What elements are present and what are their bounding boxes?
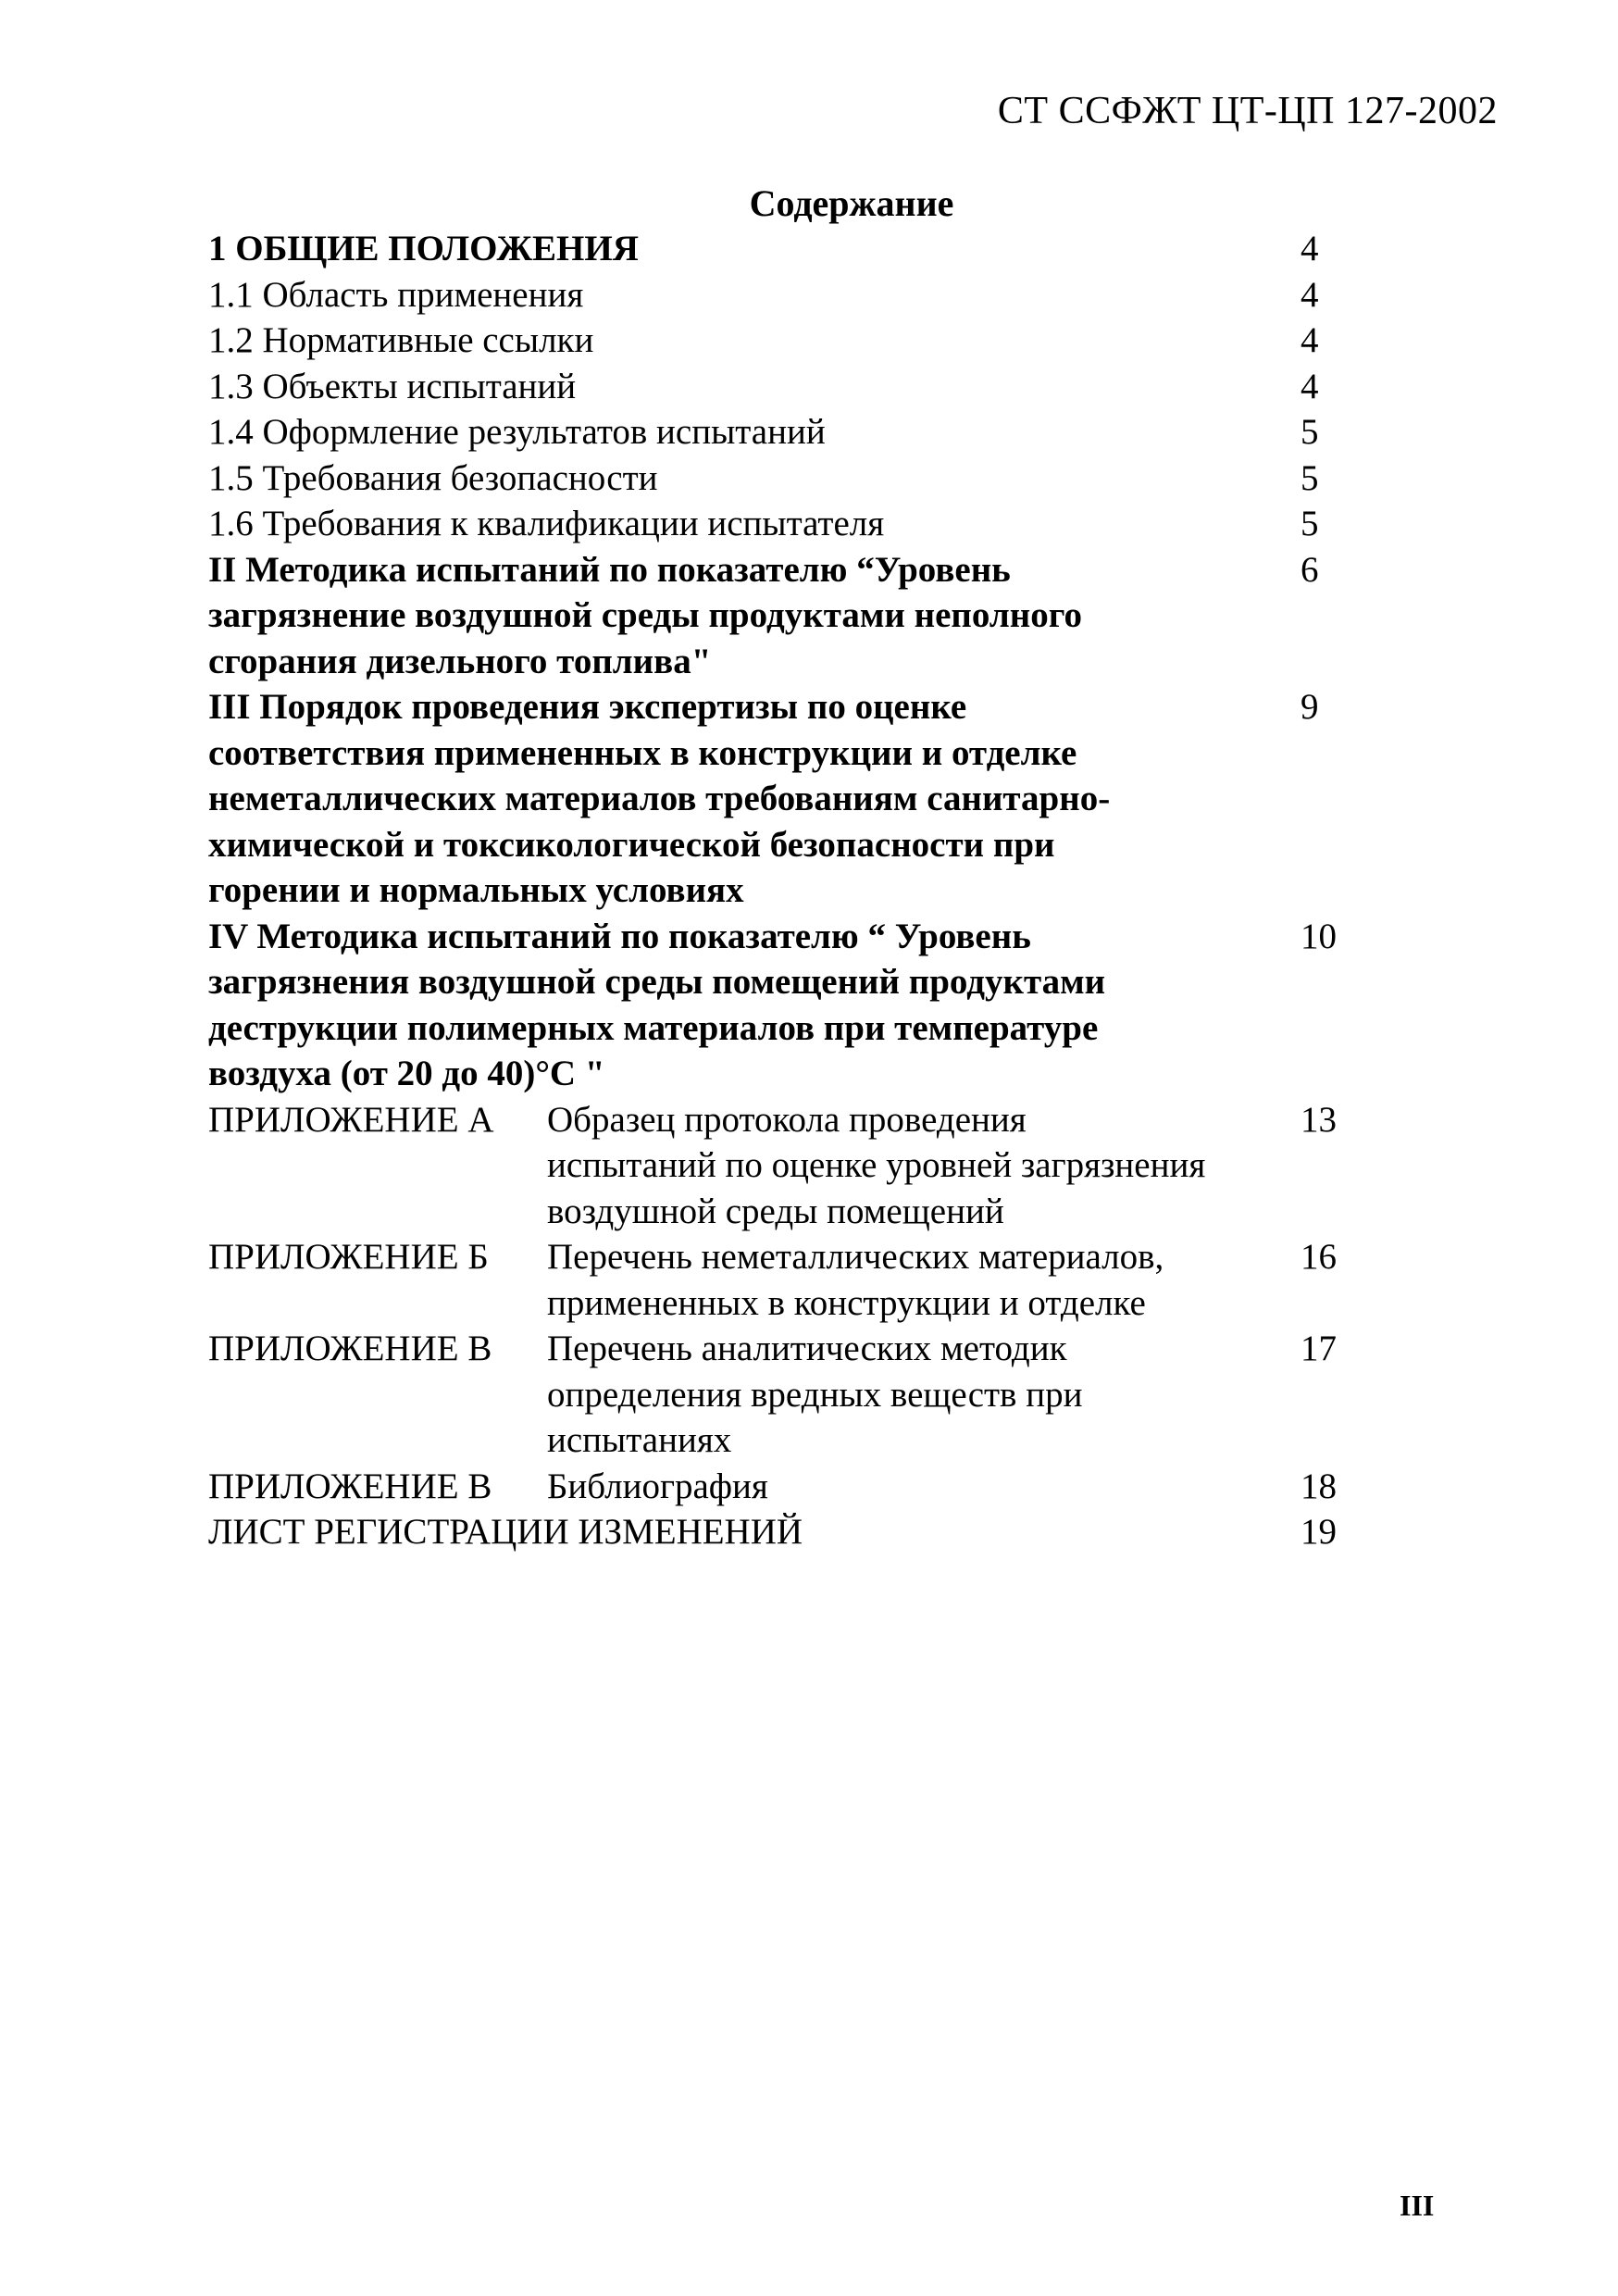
appendix-page: 16 xyxy=(1301,1237,1337,1277)
toc-entry-text: сгорания дизельного топлива" xyxy=(208,641,712,681)
toc-entry-text: 1.5 Требования безопасности xyxy=(208,457,658,498)
appendix-line xyxy=(208,1464,1338,1510)
toc-entry-page: 4 xyxy=(1301,229,1319,268)
appendix-line xyxy=(208,1326,1338,1372)
toc-entry-page: 10 xyxy=(1301,916,1337,956)
toc-entry-text: II Методика испытаний по показателю “Уровень xyxy=(208,549,1011,590)
appendix-line xyxy=(208,1417,1338,1464)
appendix-title: воздушной среды помещений xyxy=(547,1191,1004,1231)
toc-entry-line xyxy=(208,639,1338,685)
toc-entry-text: 1.1 Область применения xyxy=(208,274,584,315)
toc-entry-line xyxy=(208,501,1338,547)
toc-entry-line xyxy=(208,1051,1338,1097)
table-of-contents xyxy=(208,226,1338,1555)
appendix-page: 18 xyxy=(1301,1466,1337,1506)
appendix-line xyxy=(208,1280,1338,1327)
toc-entry-line xyxy=(208,684,1338,730)
toc-entry-line xyxy=(208,959,1338,1005)
toc-entry-text: 1.3 Объекты испытаний xyxy=(208,366,577,406)
toc-entry-page: 4 xyxy=(1301,320,1319,360)
document-code: СТ ССФЖТ ЦТ-ЦП 127-2002 xyxy=(997,90,1498,132)
toc-entry-text: воздуха (от 20 до 40)°С " xyxy=(208,1054,605,1093)
toc-entry-line xyxy=(208,593,1338,639)
toc-entry-text: неметаллических материалов требованиям санитарно- xyxy=(208,779,1111,818)
toc-entry-text: 1.6 Требования к квалификации испытателя xyxy=(208,504,885,543)
appendix-page: 13 xyxy=(1301,1099,1337,1140)
toc-entry-text: горении и нормальных условиях xyxy=(208,870,744,910)
appendix-title: испытаниях xyxy=(547,1420,732,1460)
toc-entry-line xyxy=(208,776,1338,822)
appendix-label: ПРИЛОЖЕНИЕ В xyxy=(208,1466,492,1506)
toc-entry-line xyxy=(208,547,1338,593)
toc-entry-line xyxy=(208,455,1338,502)
toc-entry-line xyxy=(208,1005,1338,1052)
appendix-title: Перечень аналитических методик xyxy=(547,1329,1067,1368)
toc-entry-text: III Порядок проведения экспертизы по оценке xyxy=(208,687,967,727)
toc-entry-text: 1.4 Оформление результатов испытаний xyxy=(208,412,826,452)
appendix-line xyxy=(208,1189,1338,1235)
appendix-line xyxy=(208,1097,1338,1143)
toc-entry-text: деструкции полимерных материалов при температуре xyxy=(208,1007,1099,1048)
appendix-title: Образец протокола проведения xyxy=(547,1099,1027,1140)
appendix-line xyxy=(208,1234,1338,1280)
toc-entry-line xyxy=(208,272,1338,318)
appendix-title: Библиография xyxy=(547,1466,768,1506)
appendix-page: 17 xyxy=(1301,1329,1337,1368)
toc-entry-text: соответствия примененных в конструкции и отделке xyxy=(208,732,1077,773)
change-sheet-page: 19 xyxy=(1301,1512,1337,1552)
toc-entry-page: 6 xyxy=(1301,549,1319,590)
toc-entry-line xyxy=(208,867,1338,914)
toc-entry-text: 1 ОБЩИЕ ПОЛОЖЕНИЯ xyxy=(208,229,639,268)
toc-entry-line xyxy=(208,409,1338,455)
toc-entry-page: 9 xyxy=(1301,687,1319,727)
appendix-label: ПРИЛОЖЕНИЕ В xyxy=(208,1329,492,1368)
appendix-label: ПРИЛОЖЕНИЕ А xyxy=(208,1099,494,1140)
toc-entry-page: 5 xyxy=(1301,412,1319,452)
appendix-title: определения вредных веществ при xyxy=(547,1374,1083,1415)
toc-entry-line xyxy=(208,914,1338,960)
toc-entry-page: 4 xyxy=(1301,366,1319,406)
toc-entry-line xyxy=(208,364,1338,410)
appendix-label: ПРИЛОЖЕНИЕ Б xyxy=(208,1237,489,1277)
toc-entry-page: 4 xyxy=(1301,274,1319,315)
change-sheet-label: ЛИСТ РЕГИСТРАЦИИ ИЗМЕНЕНИЙ xyxy=(208,1512,803,1552)
toc-entry-text: загрязнение воздушной среды продуктами неполного xyxy=(208,595,1082,635)
toc-entry-text: 1.2 Нормативные ссылки xyxy=(208,320,594,360)
page-number: III xyxy=(1400,2189,1435,2222)
toc-entry-page: 5 xyxy=(1301,457,1319,498)
change-sheet-line xyxy=(208,1509,1338,1555)
toc-title: Содержание xyxy=(749,182,954,224)
appendix-line xyxy=(208,1372,1338,1418)
appendix-line xyxy=(208,1142,1338,1189)
toc-entry-line xyxy=(208,730,1338,777)
toc-entry-line xyxy=(208,318,1338,364)
toc-entry-text: химической и токсикологической безопасности при xyxy=(208,824,1055,865)
toc-entry-line xyxy=(208,226,1338,272)
appendix-title: примененных в конструкции и отделке xyxy=(547,1282,1146,1323)
toc-entry-text: загрязнения воздушной среды помещений продуктами xyxy=(208,962,1106,1002)
appendix-title: испытаний по оценке уровней загрязнения xyxy=(547,1145,1206,1185)
toc-entry-line xyxy=(208,822,1338,868)
appendix-title: Перечень неметаллических материалов, xyxy=(547,1237,1164,1277)
toc-entry-page: 5 xyxy=(1301,504,1319,543)
toc-entry-text: IV Методика испытаний по показателю “ Уровень xyxy=(208,916,1031,956)
